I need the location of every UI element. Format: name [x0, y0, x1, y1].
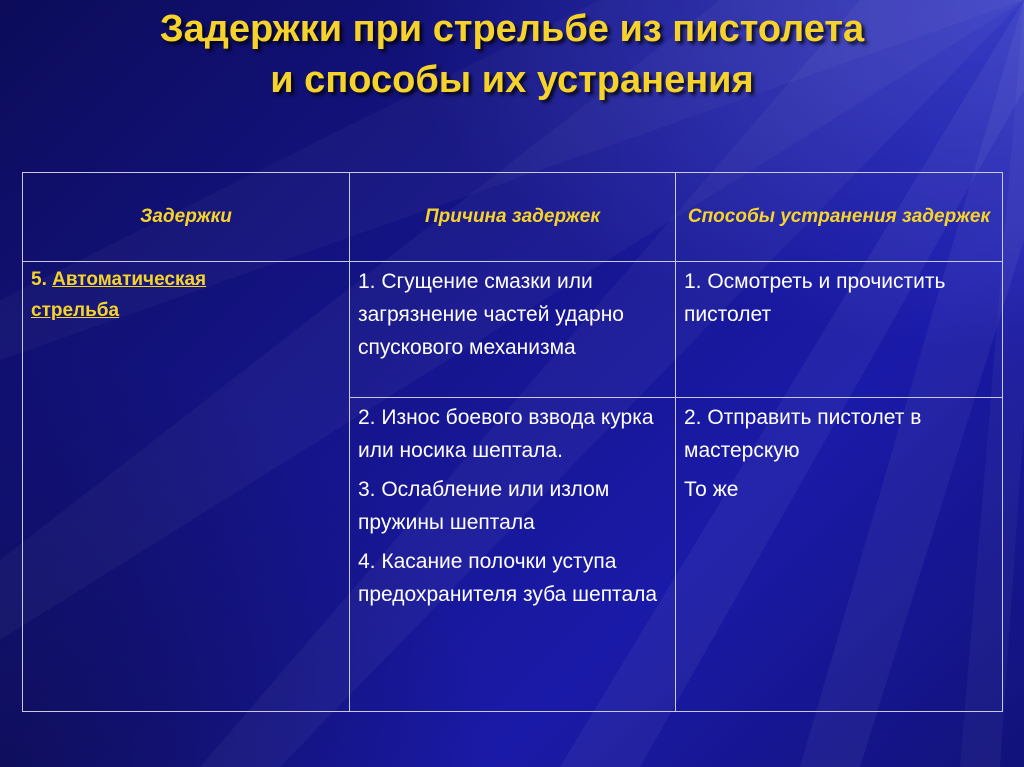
remedy-cell-1: [676, 262, 1003, 398]
cause-1-text: 1. Сгущение смазки или загрязнение частей ударно спускового механизма: [358, 270, 624, 359]
slide-title-line1: Задержки при стрельбе из пистолета: [159, 8, 865, 50]
header-remedy: Способы устранения задержек: [676, 173, 1003, 262]
remedy-1-text: 1. Осмотреть и прочистить пистолет: [684, 270, 946, 326]
table-header-row: [23, 173, 1003, 262]
cause-2-text: 2. Износ боевого взвода курка или носика шептала.: [358, 406, 654, 462]
delay-name-line2: стрельба: [31, 300, 120, 321]
delay-number: 5.: [31, 269, 47, 290]
delay-name-cell: [23, 262, 350, 712]
remedy-2-text: 2. Отправить пистолет в мастерскую: [684, 406, 922, 462]
delays-table: [22, 172, 1003, 712]
delay-name-line1: Автоматическая: [52, 269, 207, 290]
slide-title-line2: и способы их устранения: [270, 59, 754, 101]
header-delays: Задержки: [23, 173, 350, 262]
slide-title: [0, 4, 1024, 106]
table-row: [23, 262, 1003, 398]
cause-cell-1: [350, 262, 676, 398]
cause-cell-2: [350, 398, 676, 712]
header-cause: Причина задержек: [350, 173, 676, 262]
cause-4-text: 4. Касание полочки уступа предохранителя зуба шептала: [358, 550, 658, 606]
remedy-same-text: То же: [684, 478, 739, 501]
remedy-cell-2: [676, 398, 1003, 712]
cause-3-text: 3. Ослабление или излом пружины шептала: [358, 478, 610, 534]
